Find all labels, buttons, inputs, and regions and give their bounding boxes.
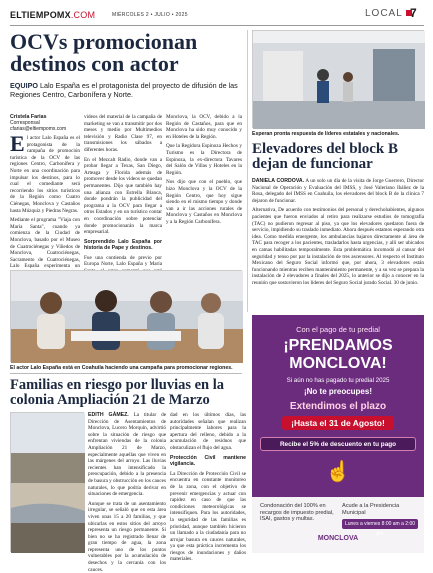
ad-location-text: Acude a la Presidencia Municipal xyxy=(342,503,400,516)
article-column-2: videos del material de la campaña de marketing se van a transmitir por dos meses y medio por Multimedios televisión y Radio Clase 97, en transmisiones los sábados a diferentes horas. En el Mezcalt Radio, donde van a probar llegar a Texas, San Diego, Arteaga y Florida además de promover desde los videos se quedan permanentes. Dijo que también hay una alianza con Estrella Blanca, donde pondrán la publicidad del programa a la OCV para llegar a otros Estados y en un turístico contar en coordinación sobre potenciar donde promocionarán la marca empresarial. Sorprendido Lalo España por historia de Pape y destinos. Fue una contienda de previo por Europa Norte, Lalo España y María xyxy=(84,114,162,268)
article-3-column-2: dad en los últimos días, las autoridades señalan que realizan principalmente labores para la apertura del relleno, debido a la acumulación de residuos que obstaculizan el flujo del agua. Protección Civil mantiene vigilancia. La Dirección de Protección Civil se encuentra en constante monitoreo de la zona, con el objetivo de prevenir emergencias y actuar con rapidez en caso de que las condiciones meteorológicas se intensifiquen. Para los autoridades, la seguridad de las familias es prioridad, aunque también hicieron un llamado a la ciudadanía para no arrojar basura en cauces naturales, ya que esta práctica incrementa los riesgos de inundaciones y daños materiales. xyxy=(170,412,246,563)
drop-cap: E xyxy=(10,131,25,156)
article-column-3: Monclova, la OCV, debido a la Región de Castaños, para que en Monclova ha sido muy conocido y en Hoteles de la Región. Que la Regidora Espinoza Hechos y Turismo es la Directora de Espinoza, la ex-directora Tavares del Salón de Villas y Hoteles en la Región. Nos dijo que con el pueblo, que hizo Monclova y la OCV de la Región Centro, que hoy sigue siendo en el mismo tiempo y donde van a ir las acciones rurales de Monclova y Castaños en Monclova y a la Región Carbonífera. xyxy=(166,114,242,225)
article-body-2: DANIELA CORDOVA. A un solo un día de la visita de Jorge Guerrero, Director Nacional de Operación y Evaluación del IMSS, y José Valeriano Ibáñez de la Rosa, delegado del IMSS en Coahuila, los elevadores del block B de la clínica 7 dejaron de funcionar. Alternativa, De acuerdo con testimonios del personal y derechohabientes, algunos pacientes que fueron enviados al retiro para realizarse estudios de tomografía (TAC) no pudieron regresar al piso, ya que los elevadores quedaron fuera de servicio, impidiendo su traslado inmediato. Ahora después estamos esperando otra idea. Como medida emergente, los ambulancias bajaron directamente al área de TAC para recoger a los pacientes, trasladarlos hasta urgencias, y allí ser ubicados en camas habilitadas temporalmente. Esta problemática incomodó al cansar del seguridad y tenso por par la instalación de tres ascensores. Al respecto el Instituto Mexicano del Seguro Social informó que, por ahora, 3 elevadores están funcionando mientras reciben mantenimiento permanente, y a su vez se prepara la instalación de 2 elevadores a finales del 2025, lo anterior se dijo a conocer en la reunión que sostuvieron los líderes del Seguro Social jurado Social. 30 de junio. xyxy=(252,178,424,286)
column-divider xyxy=(247,30,248,312)
article-column-1: El actor Lalo España es el protagonista de la campaña de promoción turística de la OCV de las regiones Centro, Carbonífera y Norte en una coordinación para impulsar los destinos, para lo cual el comediante será recorriendo los sitios turísticos de la Región como Cuatro Ciénegas, Monclova y Castaños hasta Múzquiz y Piedras Negras. Mediante el programa "Viaja con María Santa", cuando ya comienza de la Ciudad de Monclova, basado por el Museo de Cuatrociénegas y Viñedos de Monclova, Cuatrociénegas, Sacramento de Cuatrociénegas, Lalo España experimenta un xyxy=(10,131,80,270)
section-label: LOCAL xyxy=(365,8,412,19)
ad-line-no-worry: ¡No te preocupes! xyxy=(303,387,372,396)
photo-people-illustration xyxy=(11,271,243,363)
ad-discount-banner: Recibe el 5% de descuento en tu pago xyxy=(260,437,416,451)
page-number: 7 xyxy=(410,6,417,20)
ad-headline-1: ¡PRENDAMOS xyxy=(283,337,393,354)
ad-condonation-text: Condonación del 100% en recargos de impuesto predial, ISAI, gastos y multas. xyxy=(260,503,334,523)
ad-deadline-pill: ¡Hasta el 31 de Agosto! xyxy=(282,416,394,430)
photo-caption: El actor Lalo España está en Coahuila haciendo una campaña para promocionar regiones. xyxy=(10,365,233,371)
header-rule xyxy=(10,25,424,26)
article-3-column-1: EDITH GÁMEZ. La titular de Dirección de Asentamientos de Monclova, Lucero Morquín, advirtió sobre la situación de riesgo que enfrentan viviendas de la colonia Ampliación 21 de Marzo, especialmente aquellas que viven en las márgenes del arroyo. Las lluvias recientes han intensificado la preocupación, debido a la presencia de basura y obstrucción en los cauces naturales, lo que podría derivar en situaciones de emergencia. Aunque se trata de un asentamiento irregular, se señaló que en esta área viven unas 15 a 20 familias, y que ubicarlas en estos sitios del arroyo representa un riesgo permanente. Si bien no se ha registrado llenar de gran tiempo de agua, la zona representa uno de los puntos vulnerables por la acumulación de desechos y la cercanía con los cauces. xyxy=(88,412,166,573)
article-photo-hospital[interactable] xyxy=(252,30,424,128)
ad-city-logo: MONCLOVA xyxy=(317,535,359,542)
article-headline-3[interactable]: Familias en riesgo por lluvias en la colonia Ampliación 21 de Marzo xyxy=(10,377,225,408)
page-header xyxy=(10,5,424,25)
photo-corridor-illustration xyxy=(253,31,425,129)
ad-headline-2: MONCLOVA! xyxy=(289,355,387,372)
article-dek: EQUIPO Lalo España es el protagonista del proyecto de difusión de las Regiones Centro, Carbonífera y Norte. xyxy=(10,81,238,99)
article-headline[interactable]: OCVs promocionan destinos con actor xyxy=(10,29,198,76)
photo-caption-2: Esperan pronta respuesta de líderes estatales y nacionales. xyxy=(252,131,400,137)
ad-line-intro: Con el pago de tu predial xyxy=(296,325,380,334)
ad-info-panel xyxy=(252,497,424,553)
masthead-logo[interactable]: ELTIEMPOMX.COM xyxy=(10,10,96,20)
article-photo-actor[interactable] xyxy=(10,270,242,362)
article-byline: Cristela Farias Corresponsal cfarias@eltiempomx.com xyxy=(10,114,67,132)
article-photo-flood[interactable] xyxy=(10,412,84,552)
section-divider xyxy=(10,373,242,374)
photo-street-illustration xyxy=(11,413,85,553)
ad-hours-badge: Lunes a viernes 8:00 am a 2:00 pm xyxy=(342,519,418,529)
ad-hand-icon: ☝ xyxy=(325,461,351,483)
predial-ad[interactable] xyxy=(252,315,424,553)
article-headline-2[interactable]: Elevadores del block B dejan de funcionar xyxy=(252,141,398,172)
ad-line-extension: Extendimos el plazo xyxy=(289,401,387,412)
issue-date: MIÉRCOLES 2 • JULIO • 2025 xyxy=(112,12,188,18)
ad-line-unpaid: Si aún no has pagado tu predial 2025 xyxy=(286,377,390,384)
